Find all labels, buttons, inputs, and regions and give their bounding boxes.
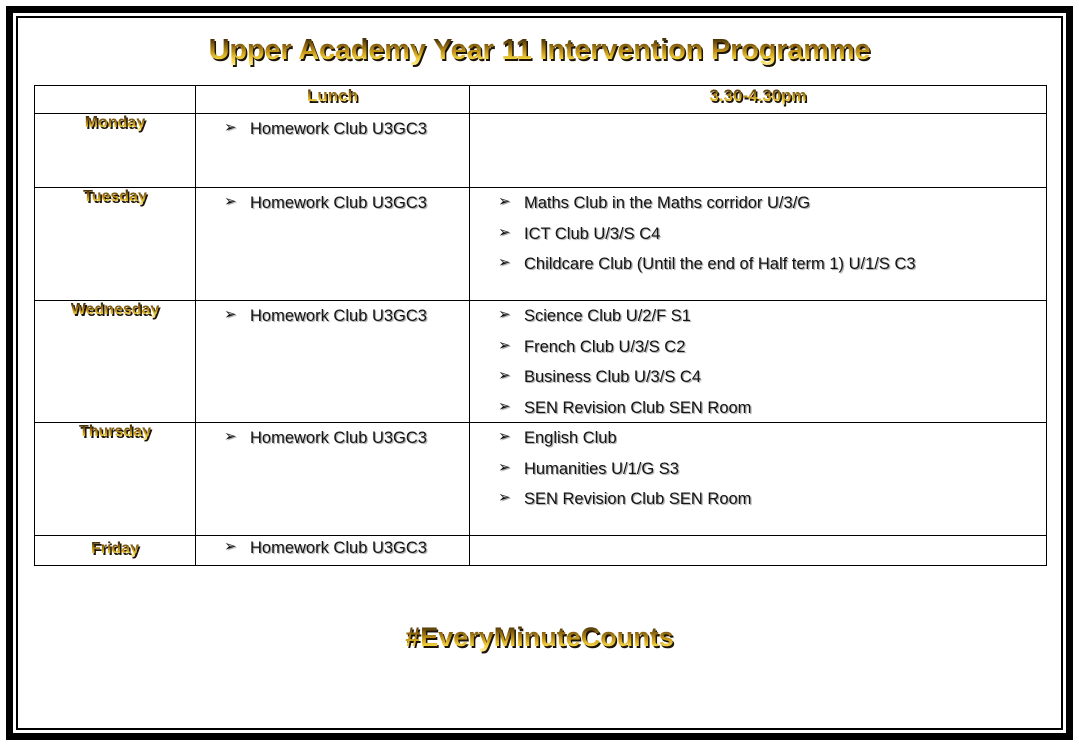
list-item-label: ICT Club U/3/S C4 [524, 224, 661, 243]
arrow-bullet-icon: ➢ [498, 336, 511, 354]
arrow-bullet-icon: ➢ [224, 193, 237, 210]
lunch-list-friday [196, 536, 469, 559]
arrow-bullet-icon: ➢ [498, 193, 511, 210]
arrow-bullet-icon: ➢ [498, 223, 511, 241]
list-item-label: Humanities U/1/G S3 [524, 459, 679, 478]
day-label-wednesday: Wednesday [70, 301, 160, 318]
arrow-bullet-icon: ➢ [224, 306, 237, 323]
list-item-label: Homework Club U3GC3 [250, 194, 427, 212]
lunch-cell-tuesday [196, 188, 470, 301]
after-school-list-thursday [470, 423, 1046, 514]
list-item-label: Childcare Club (Until the end of Half term 1) U/1/S C3 [524, 255, 916, 273]
list-item [498, 369, 1046, 386]
day-cell-thursday [35, 423, 196, 536]
day-label-monday: Monday [84, 114, 146, 131]
slide-inner-border [16, 16, 1063, 730]
after-school-cell-thursday [470, 423, 1047, 536]
arrow-bullet-icon: ➢ [498, 367, 511, 384]
list-item [224, 195, 469, 212]
lunch-cell-monday [196, 114, 470, 188]
header-cell-after-school [470, 86, 1047, 114]
arrow-bullet-icon: ➢ [224, 538, 237, 555]
arrow-bullet-icon: ➢ [498, 489, 511, 506]
list-item-label: SEN Revision Club SEN Room [524, 490, 752, 508]
slide-footer [18, 622, 1061, 653]
list-item [498, 430, 1046, 447]
footer-hashtag-text: #EveryMinuteCounts [405, 622, 674, 652]
header-after-school-text: 3.30-4.30pm [709, 86, 807, 105]
day-cell-tuesday [35, 188, 196, 301]
list-item-label: Business Club U/3/S C4 [524, 368, 701, 386]
table-row-tuesday [35, 188, 1047, 301]
day-label-wednesday-goldtext [71, 301, 160, 319]
arrow-bullet-icon: ➢ [498, 254, 511, 271]
after-school-cell-wednesday [470, 301, 1047, 423]
intervention-schedule-table [34, 85, 1047, 566]
after-school-cell-friday [470, 536, 1047, 566]
list-item [498, 256, 1046, 273]
lunch-list-thursday [196, 423, 469, 453]
list-item-label: Maths Club in the Maths corridor U/3/G [524, 194, 811, 212]
header-lunch-text: Lunch [307, 86, 358, 105]
list-item [224, 121, 469, 138]
list-item-label: Homework Club U3GC3 [250, 120, 427, 138]
list-item [498, 195, 1046, 212]
day-label-friday-goldtext [91, 540, 139, 558]
list-item-label: Homework Club U3GC3 [250, 307, 427, 325]
after-school-list-wednesday [470, 301, 1046, 422]
header-cell-day [35, 86, 196, 114]
day-label-thursday: Thursday [78, 423, 151, 440]
list-item [498, 491, 1046, 508]
after-school-list-monday [470, 114, 1046, 127]
day-cell-friday [35, 536, 196, 566]
after-school-cell-monday [470, 114, 1047, 188]
lunch-cell-wednesday [196, 301, 470, 423]
arrow-bullet-icon: ➢ [224, 119, 237, 136]
footer-hashtag-goldtext [405, 622, 674, 653]
header-after-school-goldtext [709, 86, 806, 106]
list-item [498, 336, 1046, 356]
slide-frame [6, 6, 1073, 740]
day-label-tuesday-goldtext [83, 188, 147, 206]
day-label-tuesday: Tuesday [83, 188, 147, 205]
lunch-cell-thursday [196, 423, 470, 536]
day-label-thursday-goldtext [79, 423, 151, 441]
day-cell-wednesday [35, 301, 196, 423]
list-item-label: French Club U/3/S C2 [524, 337, 686, 356]
list-item-label: Science Club U/2/F S1 [524, 307, 691, 325]
table-row-monday [35, 114, 1047, 188]
list-item [224, 430, 469, 447]
day-cell-monday [35, 114, 196, 188]
list-item [498, 308, 1046, 325]
table-row-friday [35, 536, 1047, 566]
after-school-list-friday [470, 536, 1046, 542]
list-item-label: Homework Club U3GC3 [250, 429, 427, 447]
list-item-label: SEN Revision Club SEN Room [524, 398, 752, 417]
arrow-bullet-icon: ➢ [498, 397, 511, 415]
arrow-bullet-icon: ➢ [498, 306, 511, 323]
list-item-label: English Club [524, 429, 617, 447]
slide-canvas [18, 18, 1061, 728]
arrow-bullet-icon: ➢ [224, 428, 237, 445]
day-label-monday-goldtext [85, 114, 145, 132]
header-cell-lunch [196, 86, 470, 114]
list-item [498, 458, 1046, 478]
table-row-thursday [35, 423, 1047, 536]
list-item [224, 540, 469, 557]
after-school-cell-tuesday [470, 188, 1047, 301]
table-body [35, 86, 1047, 566]
header-lunch-goldtext [307, 86, 358, 106]
list-item-label: Homework Club U3GC3 [250, 539, 427, 557]
list-item [498, 397, 1046, 417]
slide-title-text: Upper Academy Year 11 Intervention Programme [208, 34, 871, 66]
lunch-cell-friday [196, 536, 470, 566]
arrow-bullet-icon: ➢ [498, 458, 511, 476]
day-label-friday: Friday [90, 540, 139, 557]
lunch-list-wednesday [196, 301, 469, 331]
slide-title-goldtext [209, 34, 871, 67]
arrow-bullet-icon: ➢ [498, 428, 511, 445]
after-school-list-tuesday [470, 188, 1046, 279]
slide-title [18, 34, 1061, 67]
lunch-list-monday [196, 114, 469, 144]
lunch-list-tuesday [196, 188, 469, 218]
table-row-wednesday [35, 301, 1047, 423]
list-item [224, 308, 469, 325]
table-header-row [35, 86, 1047, 114]
list-item [498, 223, 1046, 243]
